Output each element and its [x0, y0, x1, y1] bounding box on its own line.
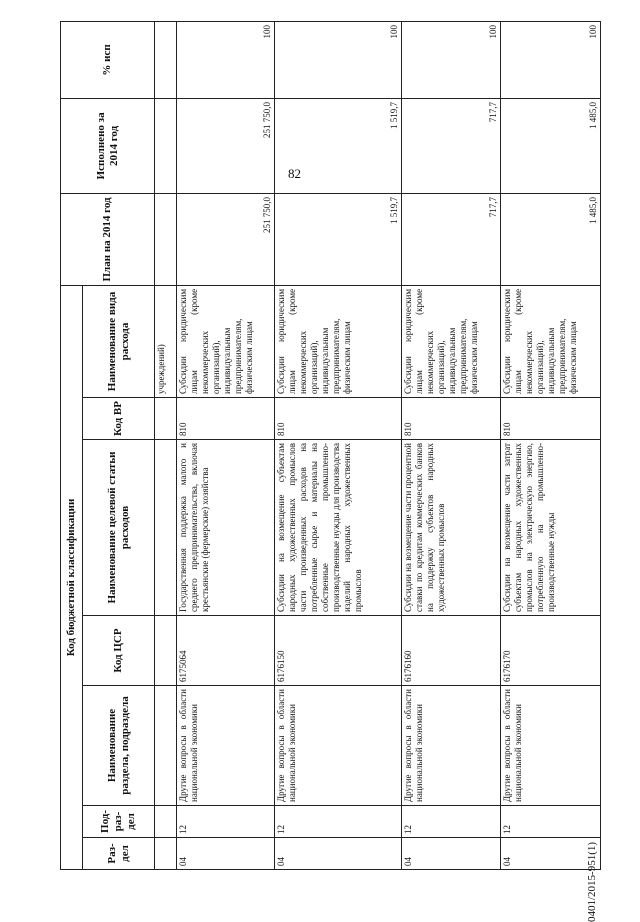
header-razdel: Раз-дел — [83, 838, 155, 870]
cell-plan: 717,7 — [402, 193, 501, 285]
cell-csr: 6176160 — [402, 616, 501, 686]
header-csr: Код ЦСР — [83, 616, 155, 686]
cell-vr: 810 — [501, 398, 601, 440]
cell-section: Другие вопросы в области национальной экономики — [275, 686, 402, 806]
cell-vr-name: Субсидии юридическим лицам (кроме некоммерческих организаций), индивидуальным предпринимателям, физическим лицам — [402, 285, 501, 397]
cell-csr: 6176170 — [501, 616, 601, 686]
cell-pct: 100 — [402, 21, 501, 98]
cell-csr: 6176150 — [275, 616, 402, 686]
header-name-vr: Наименование вида расхода — [83, 285, 155, 397]
header-pct: % исп — [61, 21, 155, 98]
header-done: Исполнено за 2014 год — [61, 98, 155, 193]
cell-section: Другие вопросы в области национальной экономики — [501, 686, 601, 806]
cell-razdel: 04 — [501, 838, 601, 870]
cell-vr-name: Субсидии юридическим лицам (кроме некоммерческих организаций), индивидуальным предпринимателям, физическим лицам — [275, 285, 402, 397]
cell-pct: 100 — [501, 21, 601, 98]
cell-pct: 100 — [177, 21, 275, 98]
cell-target: Субсидии на возмещение части процентной ставки по кредитам коммерческих банков на поддержку субъектов народных художественных промыслов — [402, 440, 501, 616]
table-row — [402, 21, 501, 869]
cell-done: 717,7 — [402, 98, 501, 193]
cell-podrazdel: 12 — [177, 806, 275, 838]
cell-razdel: 04 — [402, 838, 501, 870]
budget-table — [60, 21, 601, 870]
header-vr: Код ВР — [83, 398, 155, 440]
header-group: Код бюджетной классификации — [61, 285, 83, 869]
cell-done: 251 750,0 — [177, 98, 275, 193]
cell-target: Субсидии на возмещение субъектам народных художественных промыслов части произведенных расходов на потребленные сырье и материалы на собственные промышленно-производственные нужды для производства изделий народных художественных промыслов — [275, 440, 402, 616]
cell-vr-name: Субсидии юридическим лицам (кроме некоммерческих организаций), индивидуальным предпринимателям, физическим лицам — [177, 285, 275, 397]
cell-section: Другие вопросы в области национальной экономики — [402, 686, 501, 806]
budget-table-rotated — [60, 22, 600, 870]
header-plan: План на 2014 год — [61, 193, 155, 285]
cell-razdel: 04 — [275, 838, 402, 870]
table-row — [501, 21, 601, 869]
cell-target: Субсидии на возмещение части затрат субъектам народных художественных промыслов на электрическую энергию, потребленную на промышленно-производственные нужды — [501, 440, 601, 616]
cell-vr: 810 — [275, 398, 402, 440]
header-name-section: Наименование раздела, подраздела — [83, 686, 155, 806]
cell-plan: 1 519,7 — [275, 193, 402, 285]
page-number: 82 — [288, 166, 301, 181]
cell-vr-name: Субсидии юридическим лицам (кроме некоммерческих организаций), индивидуальным предпринимателям, физическим лицам — [501, 285, 601, 397]
cell-razdel: 04 — [177, 838, 275, 870]
cell-plan: 251 750,0 — [177, 193, 275, 285]
cell-vr: 810 — [177, 398, 275, 440]
header-row-group — [61, 21, 83, 869]
header-name-target: Наименование целевой статьи расходов — [83, 440, 155, 616]
cell-podrazdel: 12 — [501, 806, 601, 838]
continuation-row — [155, 21, 177, 869]
cell-vr: 810 — [402, 398, 501, 440]
header-podrazdel: Под-раз-дел — [83, 806, 155, 838]
cell-csr: 6175064 — [177, 616, 275, 686]
cell-podrazdel: 12 — [402, 806, 501, 838]
cell-plan: 1 485,0 — [501, 193, 601, 285]
cell-target: Государственная поддержка малого и среднего предпринимательства, включая крестьянские (фермерские) хозяйства — [177, 440, 275, 616]
table-row — [177, 21, 275, 869]
table-row — [275, 21, 402, 869]
cell-podrazdel: 12 — [275, 806, 402, 838]
cell-pct: 100 — [275, 21, 402, 98]
cell-done: 1 519,7 — [275, 98, 402, 193]
cont-vr-name: учреждений) — [155, 285, 177, 397]
document-code — [586, 842, 604, 922]
cell-section: Другие вопросы в области национальной экономики — [177, 686, 275, 806]
cell-done: 1 485,0 — [501, 98, 601, 193]
document-code-text: 0401/2015-951(1) — [586, 841, 598, 922]
